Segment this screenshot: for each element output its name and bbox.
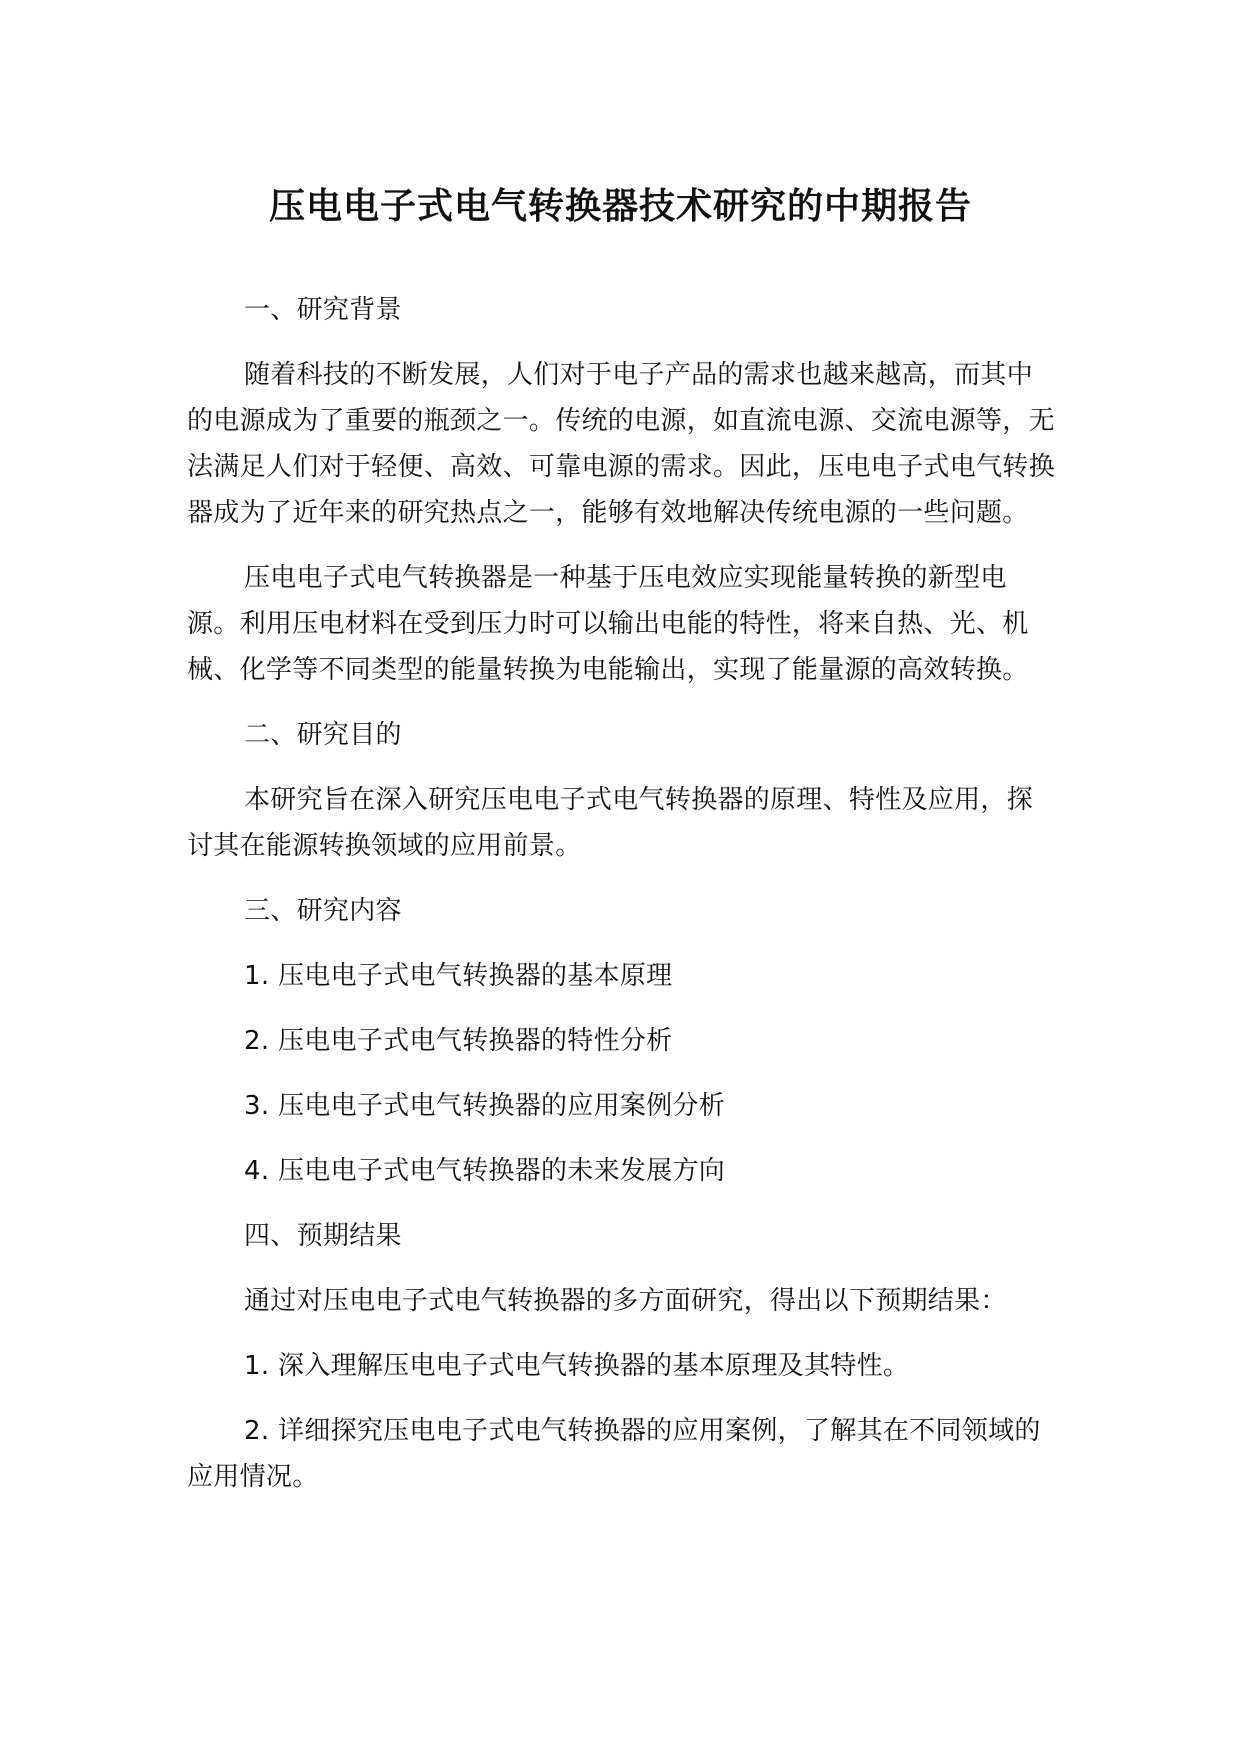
paragraph: 压电电子式电气转换器是一种基于压电效应实现能量转换的新型电源。利用压电材料在受到压力时可以输出电能的特性，将来自热、光、机械、化学等不同类型的能量转换为电能输出，实现了能量源的高效转换。 [187,563,1029,685]
list-item: 2. 压电电子式电气转换器的特性分析 [244,1026,673,1056]
paragraph: 通过对压电电子式电气转换器的多方面研究，得出以下预期结果： [244,1286,1007,1316]
list-item: 1. 压电电子式电气转换器的基本原理 [244,961,673,991]
list-item: 1. 深入理解压电电子式电气转换器的基本原理及其特性。 [244,1351,910,1381]
list-item: 3. 压电电子式电气转换器的应用案例分析 [244,1091,726,1121]
section-heading-background: 一、研究背景 [244,295,402,325]
document-title: 压电电子式电气转换器技术研究的中期报告 [268,186,972,227]
document-body [187,287,1057,1519]
section-heading-purpose: 二、研究目的 [244,720,402,750]
section-heading-results: 四、预期结果 [244,1221,402,1251]
paragraph: 本研究旨在深入研究压电电子式电气转换器的原理、特性及应用，探讨其在能源转换领域的应用前景。 [187,785,1034,861]
list-item: 2. 详细探究压电电子式电气转换器的应用案例，了解其在不同领域的应用情况。 [187,1416,1041,1492]
list-item: 4. 压电电子式电气转换器的未来发展方向 [244,1156,726,1186]
section-heading-content: 三、研究内容 [244,896,402,926]
paragraph: 随着科技的不断发展，人们对于电子产品的需求也越来越高，而其中的电源成为了重要的瓶颈之一。传统的电源，如直流电源、交流电源等，无法满足人们对于轻便、高效、可靠电源的需求。因此，压电电子式电气转换器成为了近年来的研究热点之一，能够有效地解决传统电源的一些问题。 [187,360,1055,528]
